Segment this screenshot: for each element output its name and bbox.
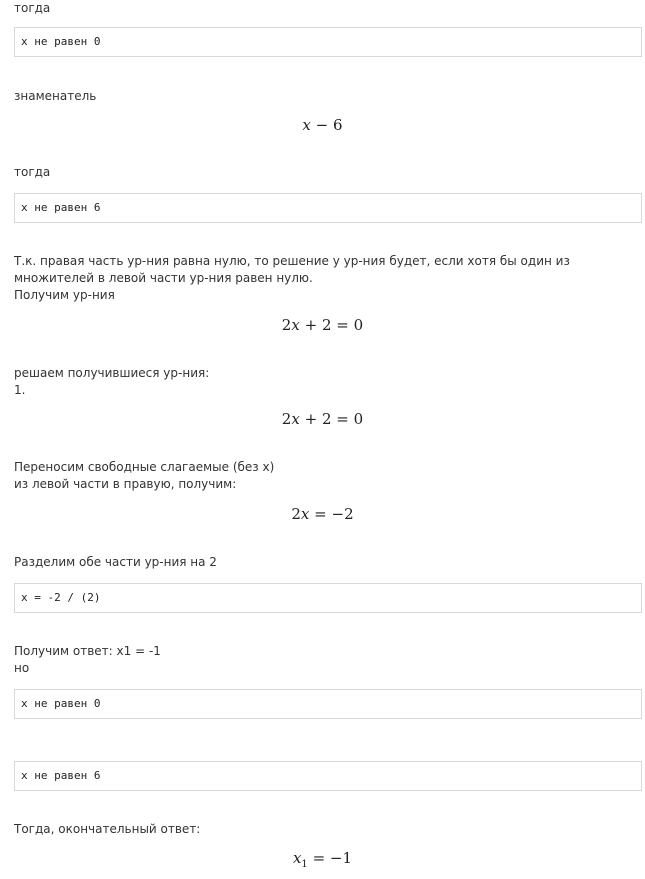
formula-op: + <box>304 410 318 428</box>
explanation-line-2: множителей в левой части ур-ния равен нулю. <box>14 271 313 285</box>
code-box-division: x = -2 / (2) <box>14 583 642 613</box>
formula-const: 2 <box>321 410 332 428</box>
formula-op: + <box>304 316 318 334</box>
formula-equation-3 <box>0 505 645 523</box>
formula-subscript: 1 <box>301 859 308 870</box>
formula-rhs: 0 <box>353 410 364 428</box>
move-line-2: из левой части в правую, получим: <box>14 477 237 491</box>
formula-rhs: −1 <box>329 849 353 867</box>
explanation-line-1: Т.к. правая часть ур-ния равна нулю, то решение у ур-ния будет, если хотя бы один из <box>14 254 570 268</box>
formula-var: x <box>302 116 311 134</box>
answer-line: Получим ответ: x1 = -1 <box>14 644 161 658</box>
formula-eq: = <box>336 316 349 334</box>
formula-denominator <box>0 116 645 134</box>
formula-var: x <box>291 316 300 334</box>
code-box-x-not-6: x не равен 6 <box>14 193 642 223</box>
formula-coef: 2 <box>291 505 301 523</box>
code-box-x-not-0-repeat: x не равен 0 <box>14 689 642 719</box>
but-label: но <box>14 661 30 675</box>
formula-coef: 2 <box>281 410 292 428</box>
solve-label: решаем получившиеся ур-ния: <box>14 366 210 380</box>
formula-const: 2 <box>321 316 332 334</box>
code-box-x-not-0: x не равен 0 <box>14 27 642 57</box>
formula-rhs: −2 <box>331 505 354 523</box>
then-label-2: тогда <box>14 165 51 179</box>
then-label-1: тогда <box>14 1 51 15</box>
formula-eq: = <box>314 505 327 523</box>
formula-final-answer <box>0 849 645 870</box>
get-equation-label: Получим ур-ния <box>14 288 115 302</box>
code-box-x-not-6-repeat: x не равен 6 <box>14 761 642 791</box>
formula-num: 6 <box>333 116 343 134</box>
denominator-label: знаменатель <box>14 89 97 103</box>
formula-equation-1 <box>0 316 645 334</box>
step-number: 1. <box>14 383 26 397</box>
formula-var: x <box>300 505 310 523</box>
formula-var: x <box>291 410 300 428</box>
move-line-1: Переносим свободные слагаемые (без x) <box>14 460 275 474</box>
formula-var: x <box>292 849 302 867</box>
formula-equation-2 <box>0 410 645 428</box>
formula-op: − <box>315 116 329 134</box>
formula-eq: = <box>312 849 326 867</box>
formula-coef: 2 <box>281 316 292 334</box>
final-answer-label: Тогда, окончательный ответ: <box>14 822 201 836</box>
formula-eq: = <box>336 410 349 428</box>
divide-label: Разделим обе части ур-ния на 2 <box>14 555 217 569</box>
formula-rhs: 0 <box>353 316 364 334</box>
